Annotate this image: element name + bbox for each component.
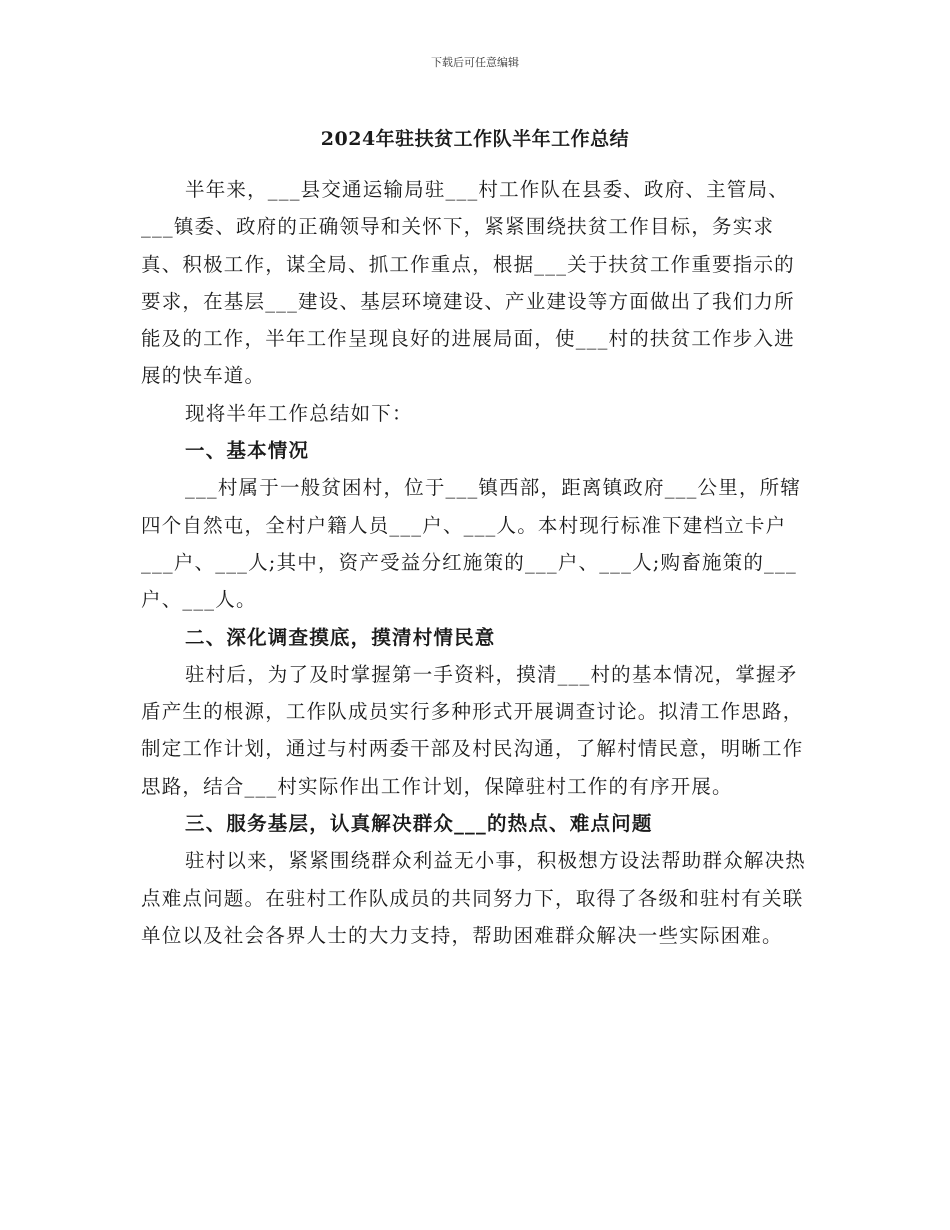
paragraph-investigation: 驻村后，为了及时掌握第一手资料，摸清___村的基本情况，掌握矛盾产生的根源，工作队成员实行多种形式开展调查讨论。拟清工作思路，制定工作计划，通过与村两委干部及村民沟通，了解村情民意，明晰工作思路，结合___村实际作出工作计划，保障驻村工作的有序开展。: [141, 662, 804, 798]
section-heading-1: 一、基本情况: [185, 439, 310, 463]
page-header: 下载后可任意编辑: [431, 56, 519, 69]
document-body: [141, 171, 813, 954]
paragraph-intro: 半年来，___县交通运输局驻___村工作队在县委、政府、主管局、___镇委、政府的正确领导和关怀下，紧紧围绕扶贫工作目标，务实求真、积极工作，谋全局、抓工作重点，根据___关于扶贫工作重要指示的要求，在基层___建设、基层环境建设、产业建设等方面做出了我们力所能及的工作，半年工作呈现良好的进展局面，使___村的扶贫工作步入进展的快车道。: [141, 178, 795, 388]
document-title: 2024年驻扶贫工作队半年工作总结: [320, 128, 630, 150]
section-heading-3: 三、服务基层，认真解决群众___的热点、难点问题: [185, 812, 653, 836]
paragraph-summary-lead: 现将半年工作总结如下：: [185, 401, 413, 425]
paragraph-service: 驻村以来，紧紧围绕群众利益无小事，积极想方设法帮助群众解决热点难点问题。在驻村工作队成员的共同努力下，取得了各级和驻村有关联单位以及社会各界人士的大力支持，帮助困难群众解决一些实际困难。: [141, 849, 807, 947]
paragraph-basic-info: ___村属于一般贫困村，位于___镇西部，距离镇政府___公里，所辖四个自然屯，全村户籍人员___户、___人。本村现行标准下建档立卡户___户、___人;其中，资产受益分红施策的___户、___人;购畜施策的___户、___人。: [141, 476, 802, 612]
section-heading-2: 二、深化调查摸底，摸清村情民意: [185, 625, 496, 649]
